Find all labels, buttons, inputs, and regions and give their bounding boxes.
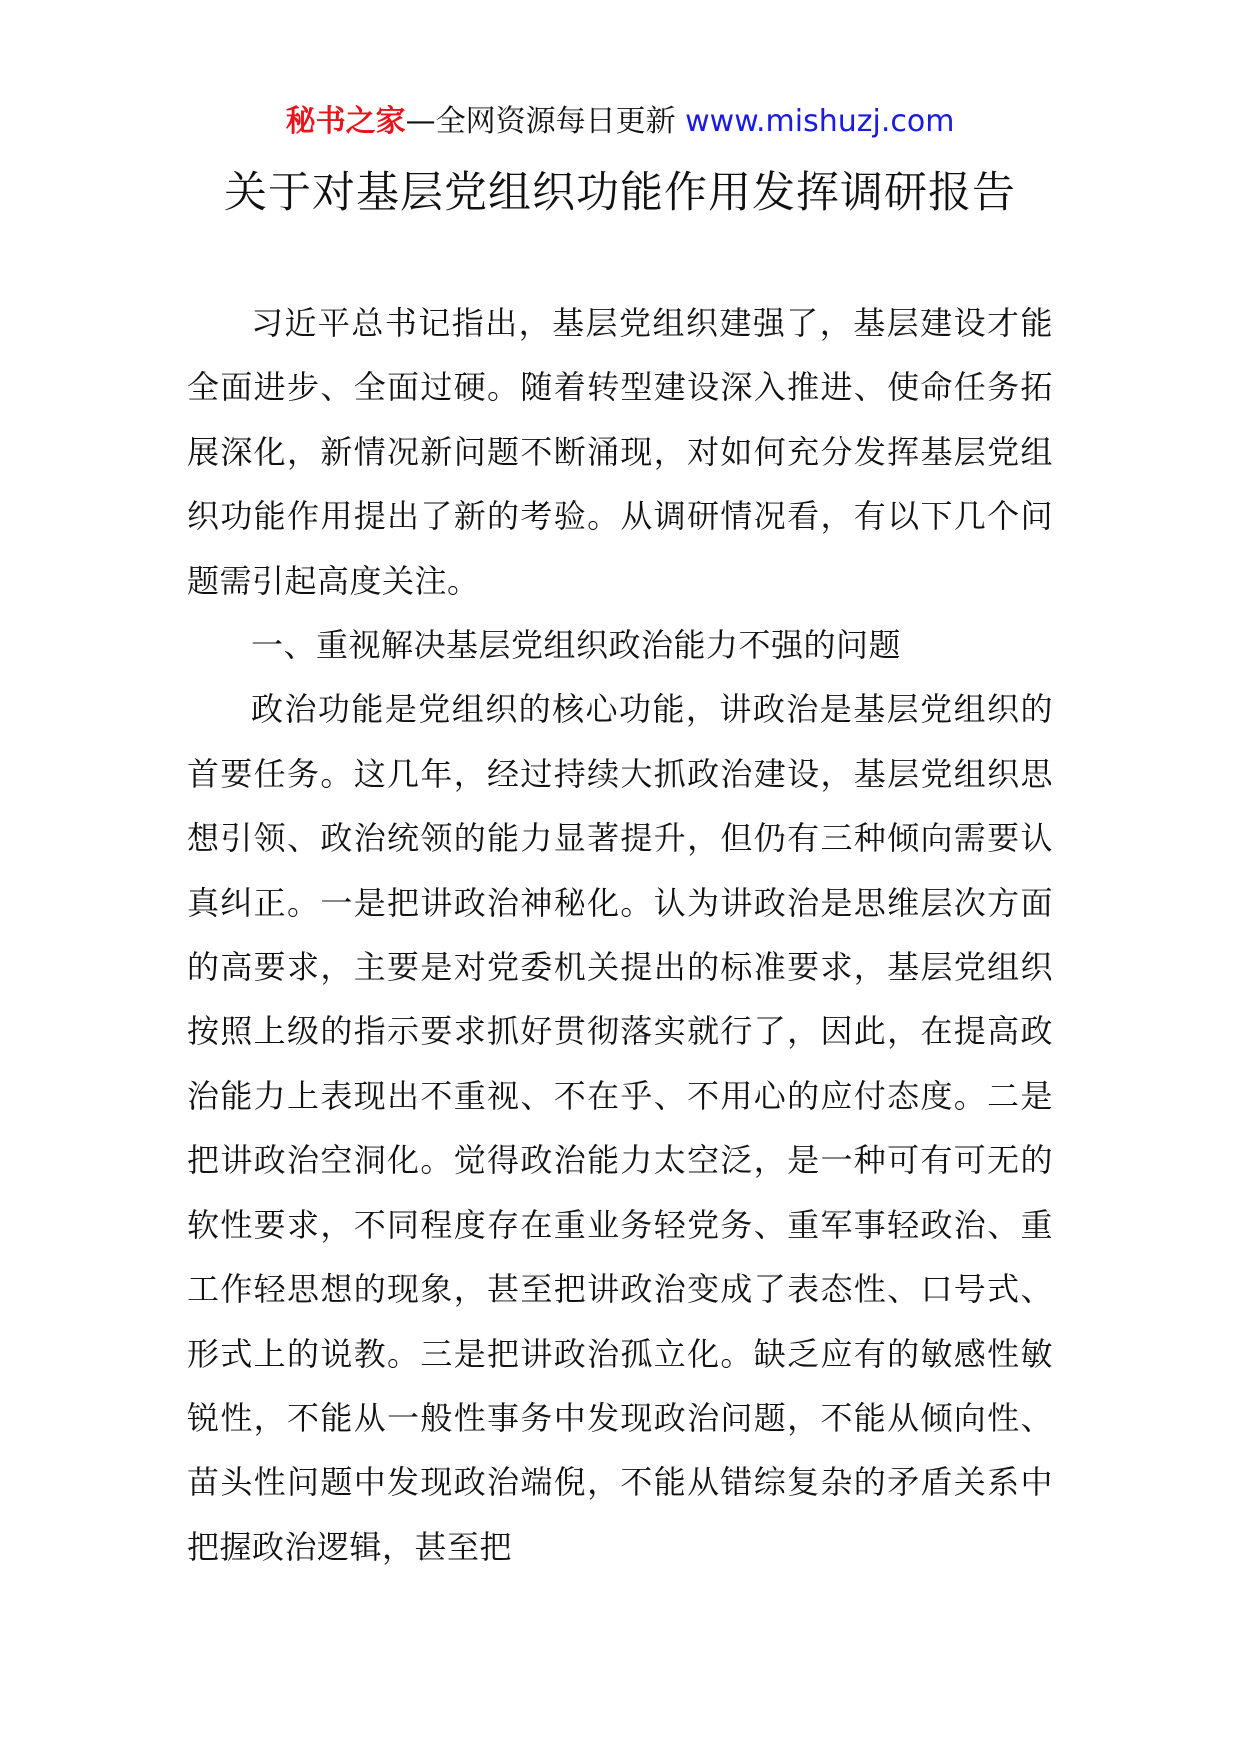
document-title: 关于对基层党组织功能作用发挥调研报告 bbox=[224, 168, 1016, 218]
section-heading-1: 一、重视解决基层党组织政治能力不强的问题 bbox=[251, 626, 902, 665]
document-body bbox=[187, 291, 1053, 1579]
site-url-link[interactable]: www.mishuzj.com bbox=[685, 104, 955, 139]
site-tagline: —全网资源每日更新 bbox=[405, 104, 676, 139]
section-1-paragraph: 政治功能是党组织的核心功能，讲政治是基层党组织的首要任务。这几年，经过持续大抓政治建设，基层党组织思想引领、政治统领的能力显著提升，但仍有三种倾向需要认真纠正。一是把讲政治神秘化。认为讲政治是思维层次方面的高要求，主要是对党委机关提出的标准要求，基层党组织按照上级的指示要求抓好贯彻落实就行了，因此，在提高政治能力上表现出不重视、不在乎、不用心的应付态度。二是把讲政治空洞化。觉得政治能力太空泛，是一种可有可无的软性要求，不同程度存在重业务轻党务、重军事轻政治、重工作轻思想的现象，甚至把讲政治变成了表态性、口号式、形式上的说教。三是把讲政治孤立化。缺乏应有的敏感性敏锐性，不能从一般性事务中发现政治问题，不能从倾向性、苗头性问题中发现政治端倪，不能从错综复杂的矛盾关系中把握政治逻辑，甚至把 bbox=[187, 690, 1053, 1566]
brand-name: 秘书之家 bbox=[285, 104, 406, 139]
intro-paragraph: 习近平总书记指出，基层党组织建强了，基层建设才能全面进步、全面过硬。随着转型建设深入推进、使命任务拓展深化，新情况新问题不断涌现，对如何充分发挥基层党组织功能作用提出了新的考验。从调研情况看，有以下几个问题需引起高度关注。 bbox=[187, 304, 1053, 600]
site-header bbox=[0, 100, 1240, 144]
